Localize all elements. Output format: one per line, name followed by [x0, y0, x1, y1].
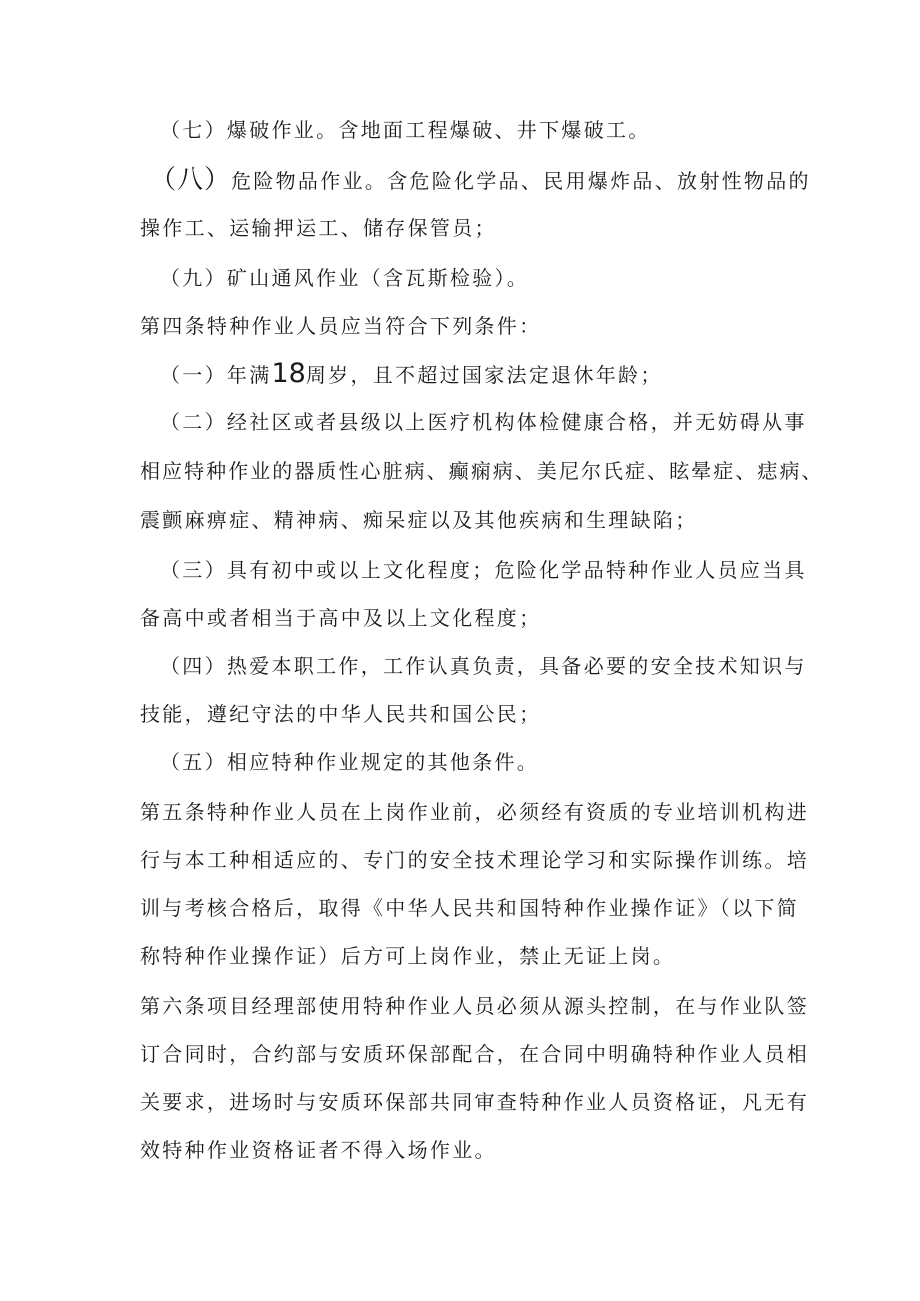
article-4-heading: 第四条特种作业人员应当符合下列条件：	[140, 314, 542, 338]
item-8-label: （八）	[150, 165, 232, 195]
paragraph-cond-2: （二）经社区或者县级以上医疗机构体检健康合格，并无妨碍从事	[160, 410, 807, 434]
article-5-line-2: 行与本工种相适应的、专门的安全技术理论学习和实际操作训练。培	[140, 848, 809, 872]
cond-1-prefix: （一）年满	[160, 363, 272, 387]
cond-1-number: 18	[271, 358, 306, 389]
article-5-line-3: 训与考核合格后，取得《中华人民共和国特种作业操作证》（以下简	[140, 896, 799, 920]
paragraph-cond-3: （三）具有初中或以上文化程度；危险化学品特种作业人员应当具	[160, 558, 807, 582]
paragraph-cond-2-cont-2: 震颤麻痹症、精神病、痴呆症以及其他疾病和生理缺陷；	[140, 508, 698, 532]
paragraph-cond-3-cont: 备高中或者相当于高中及以上文化程度；	[140, 606, 542, 630]
article-6-line-2: 订合同时，合约部与安质环保部配合，在合同中明确特种作业人员相	[140, 1042, 809, 1066]
article-5-line-1: 第五条特种作业人员在上岗作业前，必须经有资质的专业培训机构进	[140, 800, 809, 824]
item-8-text: 危险物品作业。含危险化学品、民用爆炸品、放射性物品的	[231, 169, 811, 193]
paragraph-item-7: （七）爆破作业。含地面工程爆破、井下爆破工。	[160, 118, 651, 142]
article-6-line-3: 关要求，进场时与安质环保部共同审查特种作业人员资格证，凡无有	[140, 1090, 809, 1114]
paragraph-cond-2-cont-1: 相应特种作业的器质性心脏病、癫痫病、美尼尔氏症、眩晕症、痣病、	[140, 459, 824, 483]
paragraph-item-8	[150, 166, 811, 195]
paragraph-item-8-cont: 操作工、运输押运工、储存保管员；	[140, 216, 497, 240]
paragraph-cond-4: （四）热爱本职工作，工作认真负责，具备必要的安全技术知识与	[160, 654, 807, 678]
article-6-line-4: 效特种作业资格证者不得入场作业。	[140, 1138, 497, 1162]
article-5-line-4: 称特种作业操作证）后方可上岗作业，禁止无证上岗。	[140, 944, 676, 968]
paragraph-cond-5: （五）相应特种作业规定的其他条件。	[160, 750, 540, 774]
paragraph-item-9: （九）矿山通风作业（含瓦斯检验）。	[160, 266, 530, 290]
article-6-line-1: 第六条项目经理部使用特种作业人员必须从源头控制，在与作业队签	[140, 994, 809, 1018]
paragraph-cond-1	[160, 360, 663, 389]
cond-1-suffix: 周岁，且不超过国家法定退休年龄；	[305, 363, 663, 387]
paragraph-cond-4-cont: 技能，遵纪守法的中华人民共和国公民；	[140, 702, 542, 726]
